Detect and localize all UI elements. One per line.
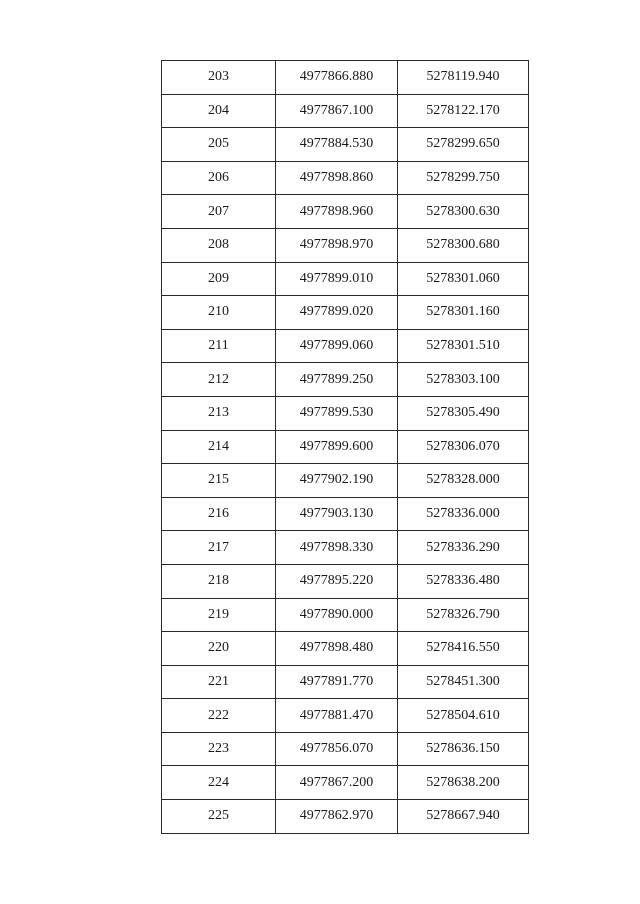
point-number-cell: 221 bbox=[162, 665, 276, 699]
x-coordinate-cell: 4977867.100 bbox=[276, 94, 398, 128]
table-row bbox=[162, 632, 529, 666]
x-coordinate-cell: 4977867.200 bbox=[276, 766, 398, 800]
point-number-cell: 217 bbox=[162, 531, 276, 565]
y-coordinate-cell: 5278299.650 bbox=[398, 128, 529, 162]
x-coordinate-cell: 4977881.470 bbox=[276, 699, 398, 733]
x-coordinate-cell: 4977902.190 bbox=[276, 464, 398, 498]
x-coordinate-cell: 4977898.860 bbox=[276, 161, 398, 195]
y-coordinate-cell: 5278336.480 bbox=[398, 564, 529, 598]
x-coordinate-cell: 4977898.330 bbox=[276, 531, 398, 565]
point-number-cell: 218 bbox=[162, 564, 276, 598]
point-number-cell: 210 bbox=[162, 296, 276, 330]
table-row bbox=[162, 564, 529, 598]
y-coordinate-cell: 5278336.290 bbox=[398, 531, 529, 565]
x-coordinate-cell: 4977884.530 bbox=[276, 128, 398, 162]
point-number-cell: 223 bbox=[162, 732, 276, 766]
x-coordinate-cell: 4977898.480 bbox=[276, 632, 398, 666]
y-coordinate-cell: 5278326.790 bbox=[398, 598, 529, 632]
x-coordinate-cell: 4977895.220 bbox=[276, 564, 398, 598]
x-coordinate-cell: 4977862.970 bbox=[276, 800, 398, 834]
point-number-cell: 211 bbox=[162, 329, 276, 363]
y-coordinate-cell: 5278504.610 bbox=[398, 699, 529, 733]
table-row bbox=[162, 598, 529, 632]
point-number-cell: 207 bbox=[162, 195, 276, 229]
point-number-cell: 215 bbox=[162, 464, 276, 498]
table-row bbox=[162, 262, 529, 296]
table-row bbox=[162, 195, 529, 229]
table-row bbox=[162, 61, 529, 95]
x-coordinate-cell: 4977899.020 bbox=[276, 296, 398, 330]
point-number-cell: 205 bbox=[162, 128, 276, 162]
point-number-cell: 208 bbox=[162, 228, 276, 262]
coordinate-table-body bbox=[162, 61, 529, 834]
table-row bbox=[162, 699, 529, 733]
y-coordinate-cell: 5278305.490 bbox=[398, 396, 529, 430]
table-row bbox=[162, 128, 529, 162]
x-coordinate-cell: 4977899.010 bbox=[276, 262, 398, 296]
table-row bbox=[162, 363, 529, 397]
x-coordinate-cell: 4977899.250 bbox=[276, 363, 398, 397]
table-row bbox=[162, 464, 529, 498]
y-coordinate-cell: 5278122.170 bbox=[398, 94, 529, 128]
point-number-cell: 216 bbox=[162, 497, 276, 531]
table-row bbox=[162, 531, 529, 565]
y-coordinate-cell: 5278301.160 bbox=[398, 296, 529, 330]
table-row bbox=[162, 665, 529, 699]
x-coordinate-cell: 4977890.000 bbox=[276, 598, 398, 632]
point-number-cell: 209 bbox=[162, 262, 276, 296]
table-row bbox=[162, 497, 529, 531]
x-coordinate-cell: 4977856.070 bbox=[276, 732, 398, 766]
y-coordinate-cell: 5278638.200 bbox=[398, 766, 529, 800]
point-number-cell: 219 bbox=[162, 598, 276, 632]
x-coordinate-cell: 4977899.600 bbox=[276, 430, 398, 464]
table-row bbox=[162, 766, 529, 800]
coordinate-table bbox=[161, 60, 529, 834]
point-number-cell: 214 bbox=[162, 430, 276, 464]
y-coordinate-cell: 5278303.100 bbox=[398, 363, 529, 397]
x-coordinate-cell: 4977891.770 bbox=[276, 665, 398, 699]
point-number-cell: 203 bbox=[162, 61, 276, 95]
x-coordinate-cell: 4977866.880 bbox=[276, 61, 398, 95]
y-coordinate-cell: 5278451.300 bbox=[398, 665, 529, 699]
table-row bbox=[162, 161, 529, 195]
y-coordinate-cell: 5278306.070 bbox=[398, 430, 529, 464]
y-coordinate-cell: 5278416.550 bbox=[398, 632, 529, 666]
table-row bbox=[162, 296, 529, 330]
point-number-cell: 222 bbox=[162, 699, 276, 733]
point-number-cell: 212 bbox=[162, 363, 276, 397]
y-coordinate-cell: 5278301.060 bbox=[398, 262, 529, 296]
y-coordinate-cell: 5278328.000 bbox=[398, 464, 529, 498]
point-number-cell: 225 bbox=[162, 800, 276, 834]
y-coordinate-cell: 5278636.150 bbox=[398, 732, 529, 766]
x-coordinate-cell: 4977899.530 bbox=[276, 396, 398, 430]
point-number-cell: 206 bbox=[162, 161, 276, 195]
table-row bbox=[162, 329, 529, 363]
y-coordinate-cell: 5278299.750 bbox=[398, 161, 529, 195]
y-coordinate-cell: 5278300.630 bbox=[398, 195, 529, 229]
table-row bbox=[162, 228, 529, 262]
table-row bbox=[162, 430, 529, 464]
table-row bbox=[162, 800, 529, 834]
point-number-cell: 204 bbox=[162, 94, 276, 128]
table-row bbox=[162, 396, 529, 430]
table-row bbox=[162, 94, 529, 128]
point-number-cell: 220 bbox=[162, 632, 276, 666]
y-coordinate-cell: 5278119.940 bbox=[398, 61, 529, 95]
y-coordinate-cell: 5278667.940 bbox=[398, 800, 529, 834]
y-coordinate-cell: 5278300.680 bbox=[398, 228, 529, 262]
x-coordinate-cell: 4977903.130 bbox=[276, 497, 398, 531]
y-coordinate-cell: 5278336.000 bbox=[398, 497, 529, 531]
x-coordinate-cell: 4977899.060 bbox=[276, 329, 398, 363]
x-coordinate-cell: 4977898.970 bbox=[276, 228, 398, 262]
point-number-cell: 224 bbox=[162, 766, 276, 800]
point-number-cell: 213 bbox=[162, 396, 276, 430]
y-coordinate-cell: 5278301.510 bbox=[398, 329, 529, 363]
x-coordinate-cell: 4977898.960 bbox=[276, 195, 398, 229]
table-row bbox=[162, 732, 529, 766]
